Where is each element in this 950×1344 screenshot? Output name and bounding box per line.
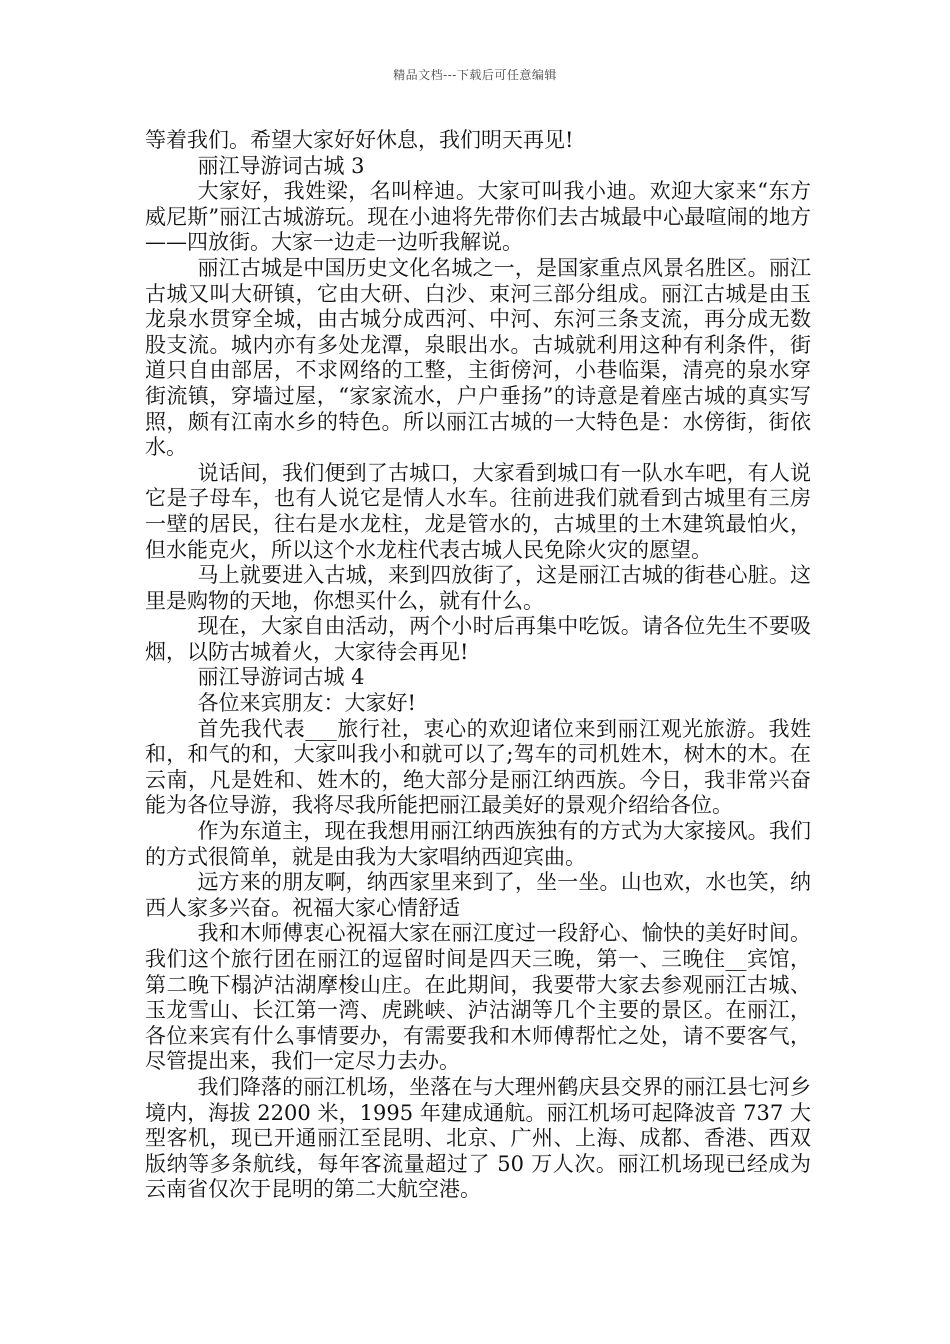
paragraph: 作为东道主，现在我想用丽江纳西族独有的方式为大家接风。我们的方式很简单，就是由我为大家唱纳西迎宾曲。 — [145, 819, 811, 869]
paragraph: 现在，大家自由活动，两个小时后再集中吃饭。请各位先生不要吸烟，以防古城着火，大家待会再见! — [145, 614, 811, 664]
document-body — [145, 128, 811, 1203]
greeting-line: 各位来宾朋友：大家好! — [197, 691, 416, 716]
paragraph: 首先我代表___旅行社，衷心的欢迎诸位来到丽江观光旅游。我姓和，和气的和，大家叫我小和就可以了;驾车的司机姓木，树木的木。在云南，凡是姓和、姓木的，绝大部分是丽江纳西族。今日，我非常兴奋能为各位导游，我将尽我所能把丽江最美好的景观介绍给各位。 — [145, 716, 811, 818]
paragraph: 我们降落的丽江机场，坐落在与大理州鹤庆县交界的丽江县七河乡境内，海拔 2200 米，1995 年建成通航。丽江机场可起降波音 737 大型客机，现已开通丽江至昆明、北京、广州、上海、成都、香港、西双版纳等多条航线，每年客流量超过了 50 万人次。丽江机场现已经成为云南省仅次于昆明的第二大航空港。 — [145, 1074, 811, 1202]
paragraph-continuation: 等着我们。希望大家好好休息，我们明天再见! — [145, 128, 574, 152]
section-heading-3: 丽江导游词古城 3 — [197, 153, 365, 178]
paragraph: 远方来的朋友啊，纳西家里来到了，坐一坐。山也欢，水也笑，纳西人家多兴奋。祝福大家心情舒适 — [145, 870, 811, 920]
paragraph: 马上就要进入古城，来到四放街了，这是丽江古城的街巷心脏。这里是购物的天地，你想买什么，就有什么。 — [145, 563, 811, 613]
paragraph: 我和木师傅衷心祝福大家在丽江度过一段舒心、愉快的美好时间。我们这个旅行团在丽江的逗留时间是四天三晚，第一、三晚住__宾馆，第二晚下榻泸沽湖摩梭山庄。在此期间，我要带大家去参观丽江古城、玉龙雪山、长江第一湾、虎跳峡、泸沽湖等几个主要的景区。在丽江，各位来宾有什么事情要办，有需要我和木师傅帮忙之处，请不要客气，尽管提出来，我们一定尽力去办。 — [145, 921, 811, 1074]
paragraph: 说话间，我们便到了古城口，大家看到城口有一队水车吧，有人说它是子母车，也有人说它是情人水车。往前进我们就看到古城里有三房一壁的居民，往右是水龙柱，龙是管水的，古城里的土木建筑最怕火，但水能克火，所以这个水龙柱代表古城人民免除火灾的愿望。 — [145, 460, 811, 562]
paragraph: 大家好，我姓梁，名叫梓迪。大家可叫我小迪。欢迎大家来“东方威尼斯”丽江古城游玩。现在小迪将先带你们去古城最中心最喧闹的地方——四放街。大家一边走一边听我解说。 — [145, 179, 811, 255]
page-header: 精品文档---下载后可任意编辑 — [393, 68, 557, 82]
paragraph: 丽江古城是中国历史文化名城之一，是国家重点风景名胜区。丽江古城又叫大研镇，它由大研、白沙、束河三部分组成。丽江古城是由玉龙泉水贯穿全城，由古城分成西河、中河、东河三条支流，再分成无数股支流。城内亦有多处龙潭，泉眼出水。古城就利用这种有利条件，街道只自由部居，不求网络的工整，主街傍河，小巷临渠，清亮的泉水穿街流镇，穿墙过屋，“家家流水，户户垂扬”的诗意是着座古城的真实写照，颇有江南水乡的特色。所以丽江古城的一大特色是：水傍街，街依水。 — [145, 255, 811, 460]
section-heading-4: 丽江导游词古城 4 — [197, 665, 365, 690]
